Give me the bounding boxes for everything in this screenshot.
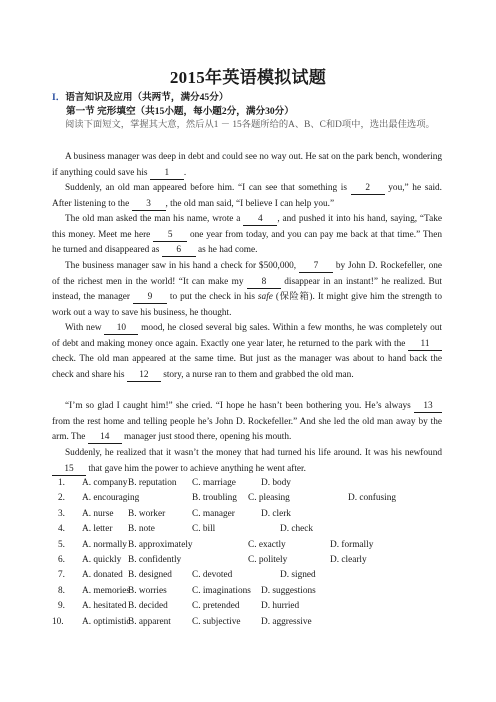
option-b: B. worries	[128, 585, 167, 596]
answer-options	[52, 478, 452, 632]
paragraph-1: A business manager was deep in debt and could see no way out. He sat on the park bench, wondering if anything could save his 1 .	[52, 152, 442, 178]
option-b: B. designed	[128, 570, 172, 581]
paragraph-7: Suddenly, he realized that it wasn’t the money that had turned his life around. It was his newfound 15 that gave him the power to achieve anything he went after.	[52, 446, 442, 477]
option-d: D. check	[280, 524, 314, 535]
paragraph-2: Suddenly, an old man appeared before him. “I can see that something is 2 you,” he said. After listening to the 3 , the old man said, “I believe I can help you.”	[52, 183, 442, 209]
option-a: A. encouraging	[82, 493, 140, 504]
option-row-7: 7. A. donated B. designed C. devoted D. signed	[58, 570, 316, 581]
option-c: C. politely	[248, 554, 288, 565]
option-d: D. confusing	[348, 493, 397, 504]
option-d: D. clerk	[261, 508, 291, 519]
blank-12: 12	[127, 370, 161, 382]
option-c: C. imaginations	[192, 585, 251, 596]
blank-1: 1	[150, 168, 184, 180]
option-row-1: 1. A. company B. reputation C. marriage D. body	[58, 478, 291, 488]
option-a: A. quickly	[82, 554, 122, 565]
option-c: C. pretended	[192, 601, 240, 612]
paragraph-6: “I’m so glad I caught him!” she cried. “I hope he hasn’t been bothering you. He’s always 13 from the rest home and telling people he’s John D. Rockefeller.” And she led the old man away by the arm. The 14 manager just stood there, opening his mouth.	[52, 401, 442, 443]
option-b: B. note	[128, 524, 155, 535]
blank-14: 14	[88, 432, 122, 444]
option-c: C. pleasing	[248, 493, 290, 504]
blank-6: 6	[162, 245, 196, 257]
option-d: D. clearly	[330, 554, 367, 565]
blank-9: 9	[133, 292, 167, 304]
option-row-9: 9. A. hesitated B. decided C. pretended D. hurried	[58, 601, 300, 612]
option-c: C. devoted	[192, 570, 233, 581]
option-a: A. nurse	[82, 508, 114, 519]
page-title: 2015年英语模拟试题	[169, 68, 327, 87]
paragraph-5: With new 10 mood, he closed several big sales. Within a few months, he was completely out of debt and making money once again. Exactly one year later, he returned to the park with the 11 check. The old man appeared at the same time. But just as the manager was about to hand back the check and share his 12 story, a nurse ran to them and grabbed the old man.	[52, 323, 442, 380]
option-a: A. optimistic	[82, 616, 131, 627]
option-a: A. letter	[82, 524, 113, 535]
instructions: 阅读下面短文，掌握其大意，然后从1 － 15各题所给的A、B、C和D项中，选出最佳选项。	[65, 120, 435, 130]
blank-13: 13	[414, 401, 442, 413]
option-b: B. worker	[128, 508, 166, 519]
option-b: B. approximately	[128, 539, 193, 550]
section-text: 语言知识及应用（共两节，满分45分）	[65, 92, 229, 103]
subsection-heading: 第一节 完形填空（共15小题，每小题2分，满分30分）	[66, 106, 294, 117]
option-b: B. troubling	[192, 493, 237, 504]
option-row-6: 6. A. quickly B. confidently C. politely D. clearly	[58, 554, 367, 565]
option-d: D. hurried	[261, 601, 300, 612]
option-d: D. body	[261, 478, 291, 488]
option-row-10: 10. A. optimistic B. apparent C. subjective D. aggressive	[52, 616, 312, 627]
blank-10: 10	[104, 323, 138, 335]
blank-3: 3	[132, 199, 166, 211]
option-c: C. subjective	[192, 616, 241, 627]
option-a: A. company	[82, 478, 128, 488]
option-a: A. hesitated	[82, 601, 127, 612]
option-d: D. signed	[280, 570, 316, 581]
option-row-4: 4. A. letter B. note C. bill D. check	[58, 524, 314, 535]
option-row-5: 5. A. normally B. approximately C. exactly D. formally	[58, 539, 374, 550]
option-d: D. formally	[330, 539, 374, 550]
blank-5: 5	[153, 230, 187, 242]
blank-2: 2	[351, 183, 385, 195]
option-row-2: 2. A. encouraging B. troubling C. pleasing D. confusing	[58, 493, 397, 504]
blank-4: 4	[243, 214, 277, 226]
option-b: B. decided	[128, 601, 168, 612]
option-a: A. donated	[82, 570, 123, 581]
blank-15: 15	[52, 464, 86, 476]
option-row-8: 8. A. memories B. worries C. imaginations D. suggestions	[58, 585, 316, 596]
blank-11: 11	[408, 339, 442, 351]
option-b: B. confidently	[128, 554, 182, 565]
section-number: I．	[52, 92, 66, 103]
blank-7: 7	[299, 261, 333, 273]
option-c: C. manager	[192, 508, 235, 519]
paragraph-4: The business manager saw in his hand a check for $500,000, 7 by John D. Rockefeller, one of the richest men in the world! “It can make my 8 disappear in an instant!” he realized. But instead, the manager 9 to put the check in his safe (保险箱). It might give him the strength to work out a way to save his business, he thought.	[52, 261, 442, 318]
option-row-3: 3. A. nurse B. worker C. manager D. clerk	[58, 508, 291, 519]
option-d: D. aggressive	[261, 616, 312, 627]
paragraph-3: The old man asked the man his name, wrote a 4 , and pushed it into his hand, saying, “Take this money. Meet me here 5 one year from today, and you can pay me back at that time.” Then he turned and disappeared as 6 as he had come.	[52, 214, 442, 256]
option-d: D. suggestions	[261, 585, 316, 596]
option-b: B. apparent	[128, 616, 171, 627]
blank-8: 8	[247, 277, 281, 289]
option-c: C. bill	[192, 524, 216, 535]
option-c: C. marriage	[192, 478, 236, 488]
option-a: A. memories	[82, 585, 131, 596]
option-b: B. reputation	[128, 478, 177, 488]
section-heading	[52, 89, 228, 103]
option-a: A. normally	[82, 539, 127, 550]
option-c: C. exactly	[248, 539, 286, 550]
